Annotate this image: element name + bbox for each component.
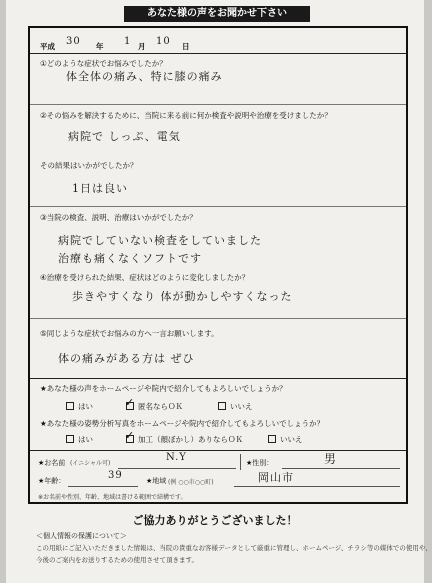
consent-q1-no-label: いいえ: [230, 402, 253, 411]
q5-divider: [30, 378, 406, 379]
consent-q2-yes-checkbox[interactable]: [66, 435, 74, 443]
profile-note: ※お名前や性別、年齢、地域は書ける範囲で結構です。: [38, 494, 187, 501]
name-label: ★お名前: [38, 459, 66, 467]
date-month-label: 月: [138, 42, 146, 51]
name-gender-separator: [240, 454, 241, 470]
name-field-line: [118, 468, 236, 469]
consent-q1-anon-label: 匿名ならＯＫ: [138, 402, 183, 411]
privacy-line-2: 今後のご案内をお送りするための使用させて頂きます。: [36, 556, 198, 564]
q5-label: ⑤同じような症状でお悩みの方へ一言お願いします。: [40, 329, 219, 338]
form-title: あなた様の声をお聞かせ下さい: [124, 6, 310, 22]
consent-divider: [30, 450, 406, 451]
privacy-title: ＜個人情報の保護について＞: [36, 532, 127, 540]
consent-q2-no-label: いいえ: [280, 435, 303, 444]
survey-sheet: [6, 0, 432, 583]
q4-label: ④治療を受けられた結果、症状はどのように変化しましたか？: [40, 273, 250, 282]
age-value: 39: [108, 470, 123, 481]
q4-answer: 歩きやすくなり 体が動かしやすくなった: [72, 290, 293, 303]
area-label: ★地域: [146, 477, 167, 485]
consent-q1-yes-label: はい: [78, 402, 93, 411]
q2-divider: [30, 206, 406, 207]
consent-q1-anon-checkmark: ✓: [125, 396, 135, 409]
name-hint: (イニシャル可): [70, 460, 111, 467]
gender-label: ★性別：: [246, 459, 274, 467]
privacy-line-1: この用紙にご記入いただきました情報は、当院の貴重なお客様データとして厳重に管理し、ホームページ、チラシ等の媒体での使用や、: [36, 544, 432, 552]
q2-label: ②その悩みを解決するために、当院に来る前に何か検査や説明や治療を受けましたか？: [40, 111, 332, 120]
area-field-line: [234, 486, 400, 487]
q2b-label: その結果はいかがでしたか？: [40, 161, 138, 170]
date-era: 平成: [40, 42, 55, 51]
area-hint: (例 ○○市○○町): [168, 479, 214, 486]
q2b-answer: 1日は良い: [72, 182, 128, 195]
q3-answer-line2: 治療も痛くなくソフトです: [58, 252, 202, 265]
consent-q1-label: ★あなた様の声をホームページや院内で紹介してもよろしいでしょうか？: [40, 384, 287, 393]
consent-q2-blur-label: 加工（顔ぼかし）ありならＯＫ: [138, 435, 243, 444]
date-month-value: 1: [124, 36, 132, 47]
q4-divider: [30, 318, 406, 319]
consent-q2-blur-checkmark: ✓: [125, 429, 135, 442]
q3-answer-line1: 病院でしていない検査をしていました: [58, 234, 262, 247]
thanks-message: ご協力ありがとうございました！: [132, 514, 298, 527]
consent-q2-yes-label: はい: [78, 435, 93, 444]
consent-q1-no-checkbox[interactable]: [218, 402, 226, 410]
consent-q1-yes-checkbox[interactable]: [66, 402, 74, 410]
gender-field-line: [282, 468, 400, 469]
consent-q2-label: ★あなた様の姿勢分析写真をホームページや院内で紹介してもよろしいでしょうか？: [40, 419, 325, 428]
date-divider: [30, 53, 406, 54]
area-value: 岡山市: [258, 471, 294, 484]
q2-answer: 病院で しっぷ、電気: [68, 130, 181, 143]
name-value: N.Y: [166, 452, 187, 463]
consent-q2-no-checkbox[interactable]: [268, 435, 276, 443]
date-day-value: 10: [156, 36, 171, 47]
age-label: ★年齢：: [38, 477, 66, 485]
date-day-label: 日: [182, 42, 190, 51]
q1-divider: [30, 104, 406, 105]
q1-label: ①どのような症状でお悩みでしたか？: [40, 59, 167, 68]
q1-answer: 体全体の痛み、特に膝の痛み: [66, 70, 223, 83]
gender-value: 男: [324, 452, 338, 466]
q3-label: ③当院の検査、説明、治療はいかがでしたか？: [40, 213, 197, 222]
age-field-line: [68, 486, 138, 487]
date-year-label: 年: [96, 42, 104, 51]
q5-answer: 体の痛みがある方は ぜひ: [58, 352, 195, 365]
date-year-value: 30: [66, 36, 81, 47]
